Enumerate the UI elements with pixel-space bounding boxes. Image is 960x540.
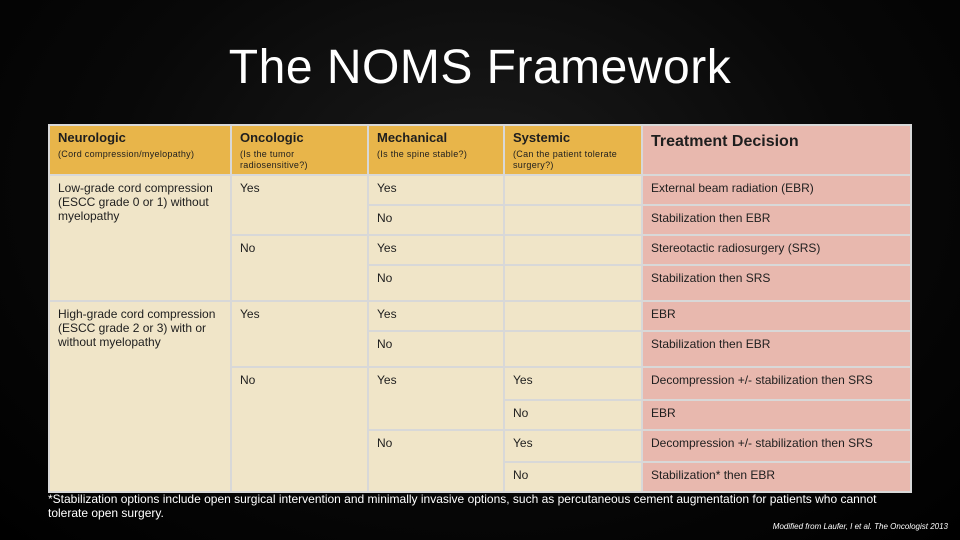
- decision-cell: Stabilization then EBR: [642, 331, 911, 367]
- header-mechanical: [368, 125, 504, 175]
- decision-cell: Decompression +/- stabilization then SRS: [642, 430, 911, 462]
- systemic-cell: [504, 235, 642, 265]
- systemic-cell: [504, 265, 642, 301]
- mechanical-cell: Yes: [368, 367, 504, 430]
- header-oncologic: [231, 125, 368, 175]
- oncologic-cell: Yes: [231, 301, 368, 367]
- decision-cell: EBR: [642, 301, 911, 331]
- mechanical-cell: Yes: [368, 175, 504, 205]
- header-label: Mechanical: [377, 130, 448, 145]
- decision-cell: Stabilization* then EBR: [642, 462, 911, 492]
- decision-cell: Stabilization then EBR: [642, 205, 911, 235]
- systemic-cell: [504, 175, 642, 205]
- systemic-cell: [504, 205, 642, 235]
- mechanical-cell: No: [368, 331, 504, 367]
- mechanical-cell: Yes: [368, 301, 504, 331]
- slide-title: The NOMS Framework: [228, 41, 732, 94]
- systemic-cell: [504, 301, 642, 331]
- systemic-cell: Yes: [504, 367, 642, 400]
- header-subtitle: (Can the patient tolerate surgery?): [513, 149, 618, 170]
- mechanical-cell: Yes: [368, 235, 504, 265]
- decision-cell: External beam radiation (EBR): [642, 175, 911, 205]
- header-subtitle: (Is the tumor radiosensitive?): [240, 149, 308, 170]
- header-label: Systemic: [513, 130, 571, 145]
- oncologic-cell: No: [231, 235, 368, 301]
- mechanical-cell: No: [368, 430, 504, 492]
- systemic-cell: [504, 331, 642, 367]
- header-neurologic: [49, 125, 231, 175]
- table-row: [49, 175, 911, 205]
- systemic-cell: Yes: [504, 430, 642, 462]
- mechanical-cell: No: [368, 205, 504, 235]
- oncologic-cell: Yes: [231, 175, 368, 235]
- noms-table: [48, 124, 912, 493]
- header-treatment-decision: [642, 125, 911, 175]
- header-label: Neurologic: [58, 130, 126, 145]
- header-label: Oncologic: [240, 130, 304, 145]
- mechanical-cell: No: [368, 265, 504, 301]
- header-label: Treatment Decision: [651, 133, 799, 150]
- table-row: [49, 301, 911, 331]
- header-subtitle: (Is the spine stable?): [377, 149, 468, 159]
- header-row: [49, 125, 911, 175]
- systemic-cell: No: [504, 462, 642, 492]
- decision-cell: Decompression +/- stabilization then SRS: [642, 367, 911, 400]
- decision-cell: Stereotactic radiosurgery (SRS): [642, 235, 911, 265]
- decision-cell: EBR: [642, 400, 911, 430]
- footnote: *Stabilization options include open surgical intervention and minimally invasive options, such as percutaneous cement augmentation for patients who cannot tolerate open surgery.: [48, 492, 877, 520]
- neurologic-cell-low-grade: Low-grade cord compression (ESCC grade 0 or 1) without myelopathy: [49, 175, 231, 301]
- citation: Modified from Laufer, I et al. The Oncologist 2013: [772, 522, 948, 531]
- systemic-cell: No: [504, 400, 642, 430]
- decision-cell: Stabilization then SRS: [642, 265, 911, 301]
- header-subtitle: (Cord compression/myelopathy): [58, 149, 195, 159]
- oncologic-cell: No: [231, 367, 368, 492]
- neurologic-cell-high-grade: High-grade cord compression (ESCC grade 2 or 3) with or without myelopathy: [49, 301, 231, 492]
- header-systemic: [504, 125, 642, 175]
